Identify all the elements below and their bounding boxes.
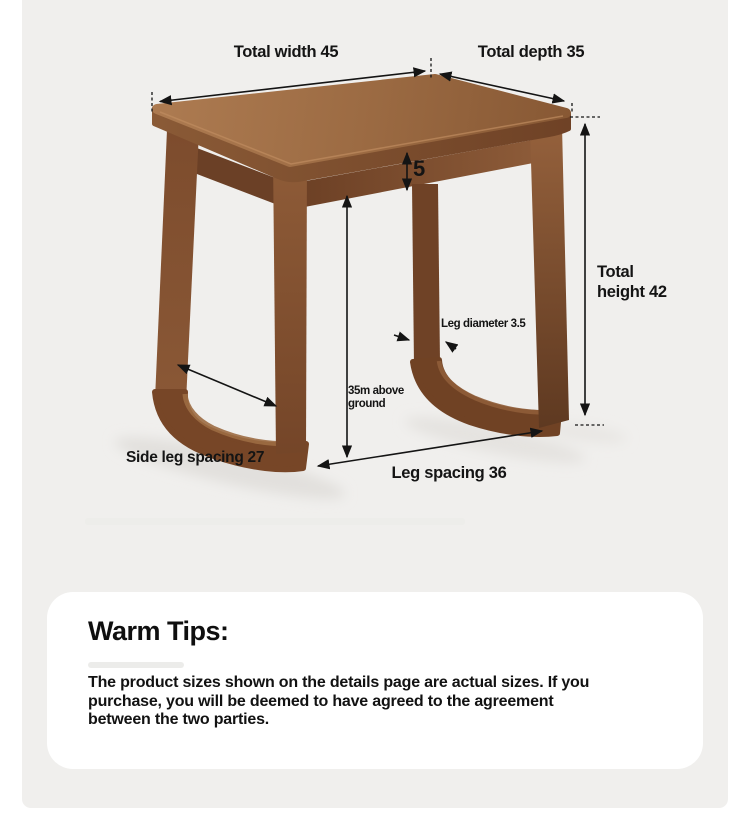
total-height-label-line1: Total	[597, 263, 634, 281]
leg-diameter-label: Leg diameter 3.5	[441, 318, 526, 330]
above-ground-label-line2: ground	[348, 398, 386, 410]
leg-spacing-label: Leg spacing 36	[391, 464, 507, 482]
leg-diameter-arrow-left	[394, 335, 409, 340]
warm-tips-card	[47, 592, 703, 769]
stool-leg-back-left	[155, 130, 199, 402]
side-leg-spacing-arrow	[178, 365, 276, 406]
leg-diameter-arrow-right	[446, 342, 456, 349]
total-depth-label: Total depth 35	[477, 43, 585, 61]
above-ground-label-line1: 35m above	[348, 385, 404, 397]
warm-tips-body: The product sizes shown on the details page are actual sizes. If you purchase, you will be deemed to have agreed to the agreement between the two parties.	[88, 674, 590, 728]
side-leg-spacing-label: Side leg spacing 27	[126, 449, 265, 466]
total-height-label-line2: height 42	[597, 283, 667, 301]
stool-illustration	[154, 79, 569, 469]
stool-leg-back-right	[412, 184, 440, 366]
stool-leg-front-right	[530, 126, 569, 428]
warm-tips-title: Warm Tips:	[88, 616, 229, 646]
total-width-label: Total width 45	[233, 43, 339, 61]
stool-leg-front-left	[273, 153, 307, 454]
apron-height-label: 5	[413, 156, 426, 181]
faded-text-smudge	[88, 662, 184, 668]
